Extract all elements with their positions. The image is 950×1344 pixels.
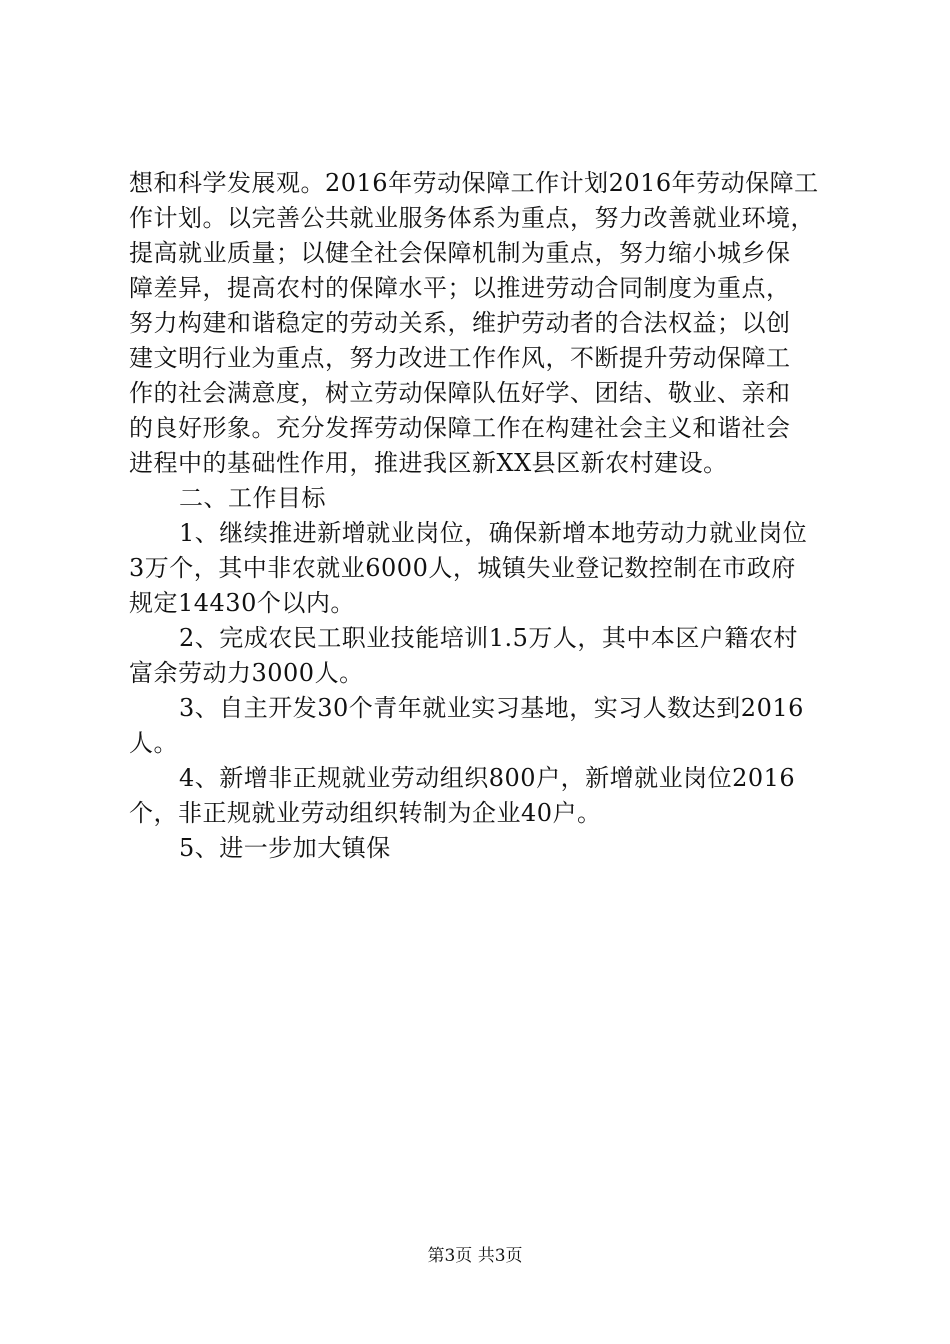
document-body [129, 166, 835, 866]
list-item-4: 4、新增非正规就业劳动组织800户，新增就业岗位2016 [179, 764, 796, 792]
list-item-3-continued: 人。 [129, 729, 178, 757]
list-item-4-continued: 个，非正规就业劳动组织转制为企业40户。 [129, 799, 602, 827]
paragraph-line: 想和科学发展观。2016年劳动保障工作计划2016年劳动保障工 [129, 169, 819, 197]
page-number-footer: 第3页 共3页 [427, 1246, 523, 1266]
list-item-1: 1、继续推进新增就业岗位，确保新增本地劳动力就业岗位 [179, 519, 808, 547]
paragraph-line: 障差异，提高农村的保障水平；以推进劳动合同制度为重点， [129, 274, 791, 302]
paragraph-line: 进程中的基础性作用，推进我区新XX县区新农村建设。 [129, 449, 728, 477]
list-item-1-continued: 3万个，其中非农就业6000人，城镇失业登记数控制在市政府 [129, 554, 796, 582]
list-item-2: 2、完成农民工职业技能培训1.5万人，其中本区户籍农村 [179, 624, 798, 652]
paragraph-line: 的良好形象。充分发挥劳动保障工作在构建社会主义和谐社会 [129, 414, 791, 442]
paragraph-line: 作计划。以完善公共就业服务体系为重点，努力改善就业环境， [129, 204, 815, 232]
list-item-3: 3、自主开发30个青年就业实习基地，实习人数达到2016 [179, 694, 804, 722]
list-item-2-continued: 富余劳动力3000人。 [129, 659, 364, 687]
list-item-1-continued: 规定14430个以内。 [129, 589, 355, 617]
section-heading: 二、工作目标 [179, 484, 326, 512]
list-item-5: 5、进一步加大镇保 [179, 834, 391, 862]
paragraph-line: 建文明行业为重点，努力改进工作作风，不断提升劳动保障工 [129, 344, 791, 372]
paragraph-line: 提高就业质量；以健全社会保障机制为重点，努力缩小城乡保 [129, 239, 791, 267]
paragraph-line: 作的社会满意度，树立劳动保障队伍好学、团结、敬业、亲和 [129, 379, 791, 407]
paragraph-line: 努力构建和谐稳定的劳动关系，维护劳动者的合法权益；以创 [129, 309, 791, 337]
